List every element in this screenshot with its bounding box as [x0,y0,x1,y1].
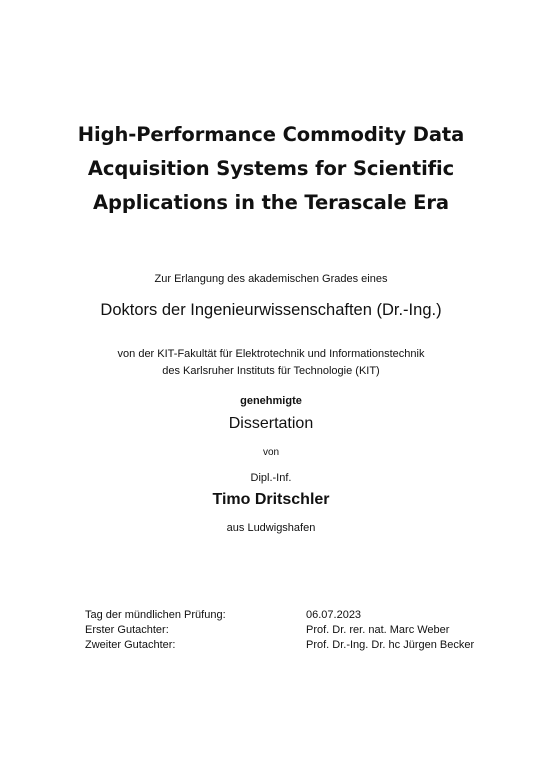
thesis-title-line: Applications in the Terascale Era [93,191,449,214]
author-name: Timo Dritschler [212,491,330,508]
degree-purpose: Zur Erlangung des akademischen Grades eines [154,273,388,285]
detail-row-exam-date [85,608,474,623]
detail-row-first-reviewer [85,623,474,638]
document-type: Dissertation [228,415,314,432]
thesis-title-line: High-Performance Commodity Data [77,123,465,146]
faculty-line: des Karlsruher Instituts für Technologie (KIT) [162,365,380,377]
faculty-line: von der KIT-Fakultät für Elektrotechnik und Informationstechnik [117,348,425,360]
detail-value: 06.07.2023 [306,609,362,621]
examination-details [85,608,474,653]
detail-label: Tag der mündlichen Prüfung: [85,609,226,621]
thesis-title-line: Acquisition Systems for Scientific [87,157,455,180]
thesis-title [0,118,542,220]
author-origin: aus Ludwigshafen [226,522,316,534]
detail-label: Erster Gutachter: [85,624,169,636]
approved-label: genehmigte [240,395,302,407]
by-label: von [262,447,280,458]
author-degree: Dipl.-Inf. [250,472,292,484]
detail-value: Prof. Dr.-Ing. Dr. hc Jürgen Becker [306,639,475,651]
detail-value: Prof. Dr. rer. nat. Marc Weber [306,624,450,636]
faculty-block [0,346,542,380]
detail-row-second-reviewer [85,638,474,653]
degree-title: Doktors der Ingenieurwissenschaften (Dr.-Ing.) [100,301,442,319]
detail-label: Zweiter Gutachter: [85,639,176,651]
